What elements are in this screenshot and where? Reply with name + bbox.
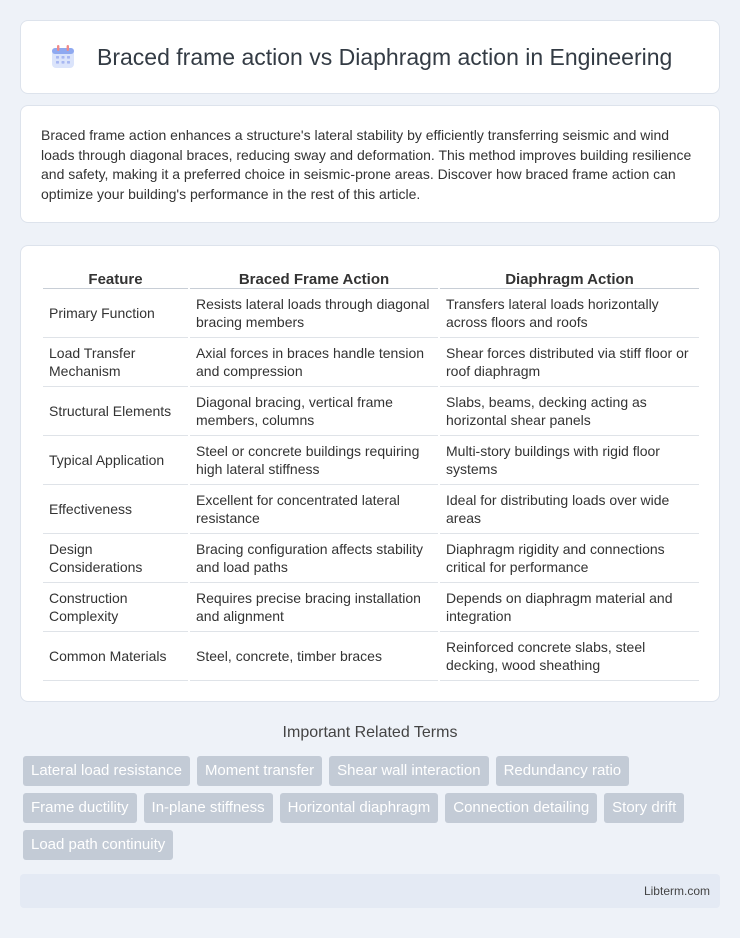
related-term-tag[interactable]: In-plane stiffness xyxy=(144,793,273,823)
related-term-tag[interactable]: Frame ductility xyxy=(23,793,137,823)
diaphragm-cell: Ideal for distributing loads over wide areas xyxy=(440,485,699,534)
intro-text: Braced frame action enhances a structure's lateral stability by efficiently transferring seismic and wind loads through diagonal braces, reducing sway and deformation. This method improves building resilience and safety, making it a preferred choice in seismic-prone areas. Discover how braced frame action can optimize your building's performance in the rest of this article. xyxy=(41,127,692,202)
column-header-braced-frame: Braced Frame Action xyxy=(190,268,438,289)
table-row xyxy=(43,485,699,534)
feature-cell: Typical Application xyxy=(43,436,188,485)
footer-brand-link[interactable]: Libterm.com xyxy=(643,884,710,898)
related-term-tag[interactable]: Redundancy ratio xyxy=(496,756,630,786)
braced-frame-cell: Axial forces in braces handle tension and compression xyxy=(190,338,438,387)
related-term-tag[interactable]: Lateral load resistance xyxy=(23,756,190,786)
braced-frame-cell: Steel or concrete buildings requiring high lateral stiffness xyxy=(190,436,438,485)
comparison-card xyxy=(20,245,720,702)
diaphragm-cell: Shear forces distributed via stiff floor or roof diaphragm xyxy=(440,338,699,387)
calendar-icon xyxy=(49,43,77,71)
feature-cell: Structural Elements xyxy=(43,387,188,436)
braced-frame-cell: Excellent for concentrated lateral resistance xyxy=(190,485,438,534)
table-row xyxy=(43,583,699,632)
table-row xyxy=(43,338,699,387)
column-header-diaphragm: Diaphragm Action xyxy=(440,268,699,289)
comparison-table xyxy=(41,268,701,681)
column-header-feature: Feature xyxy=(43,268,188,289)
related-term-tag[interactable]: Horizontal diaphragm xyxy=(280,793,439,823)
diaphragm-cell: Multi-story buildings with rigid floor systems xyxy=(440,436,699,485)
feature-cell: Construction Complexity xyxy=(43,583,188,632)
related-term-tag[interactable]: Connection detailing xyxy=(445,793,597,823)
braced-frame-cell: Bracing configuration affects stability and load paths xyxy=(190,534,438,583)
braced-frame-cell: Steel, concrete, timber braces xyxy=(190,632,438,681)
diaphragm-cell: Depends on diaphragm material and integration xyxy=(440,583,699,632)
page-title: Braced frame action vs Diaphragm action in Engineering xyxy=(97,43,673,70)
diaphragm-cell: Transfers lateral loads horizontally across floors and roofs xyxy=(440,289,699,338)
related-term-tag[interactable]: Load path continuity xyxy=(23,830,173,860)
feature-cell: Common Materials xyxy=(43,632,188,681)
table-header-row xyxy=(43,268,699,289)
table-row xyxy=(43,387,699,436)
table-row xyxy=(43,534,699,583)
related-term-tag[interactable]: Shear wall interaction xyxy=(329,756,488,786)
feature-cell: Load Transfer Mechanism xyxy=(43,338,188,387)
related-terms-heading: Important Related Terms xyxy=(282,724,458,741)
braced-frame-cell: Diagonal bracing, vertical frame members, columns xyxy=(190,387,438,436)
feature-cell: Primary Function xyxy=(43,289,188,338)
table-row xyxy=(43,289,699,338)
braced-frame-cell: Resists lateral loads through diagonal bracing members xyxy=(190,289,438,338)
footer xyxy=(20,874,720,908)
related-term-tag[interactable]: Moment transfer xyxy=(197,756,322,786)
braced-frame-cell: Requires precise bracing installation and alignment xyxy=(190,583,438,632)
header-card xyxy=(20,20,720,94)
intro-card xyxy=(20,105,720,223)
diaphragm-cell: Reinforced concrete slabs, steel decking, wood sheathing xyxy=(440,632,699,681)
related-term-tag[interactable]: Story drift xyxy=(604,793,684,823)
feature-cell: Design Considerations xyxy=(43,534,188,583)
related-terms-list xyxy=(23,756,723,860)
feature-cell: Effectiveness xyxy=(43,485,188,534)
diaphragm-cell: Slabs, beams, decking acting as horizontal shear panels xyxy=(440,387,699,436)
diaphragm-cell: Diaphragm rigidity and connections critical for performance xyxy=(440,534,699,583)
table-row xyxy=(43,632,699,681)
table-row xyxy=(43,436,699,485)
